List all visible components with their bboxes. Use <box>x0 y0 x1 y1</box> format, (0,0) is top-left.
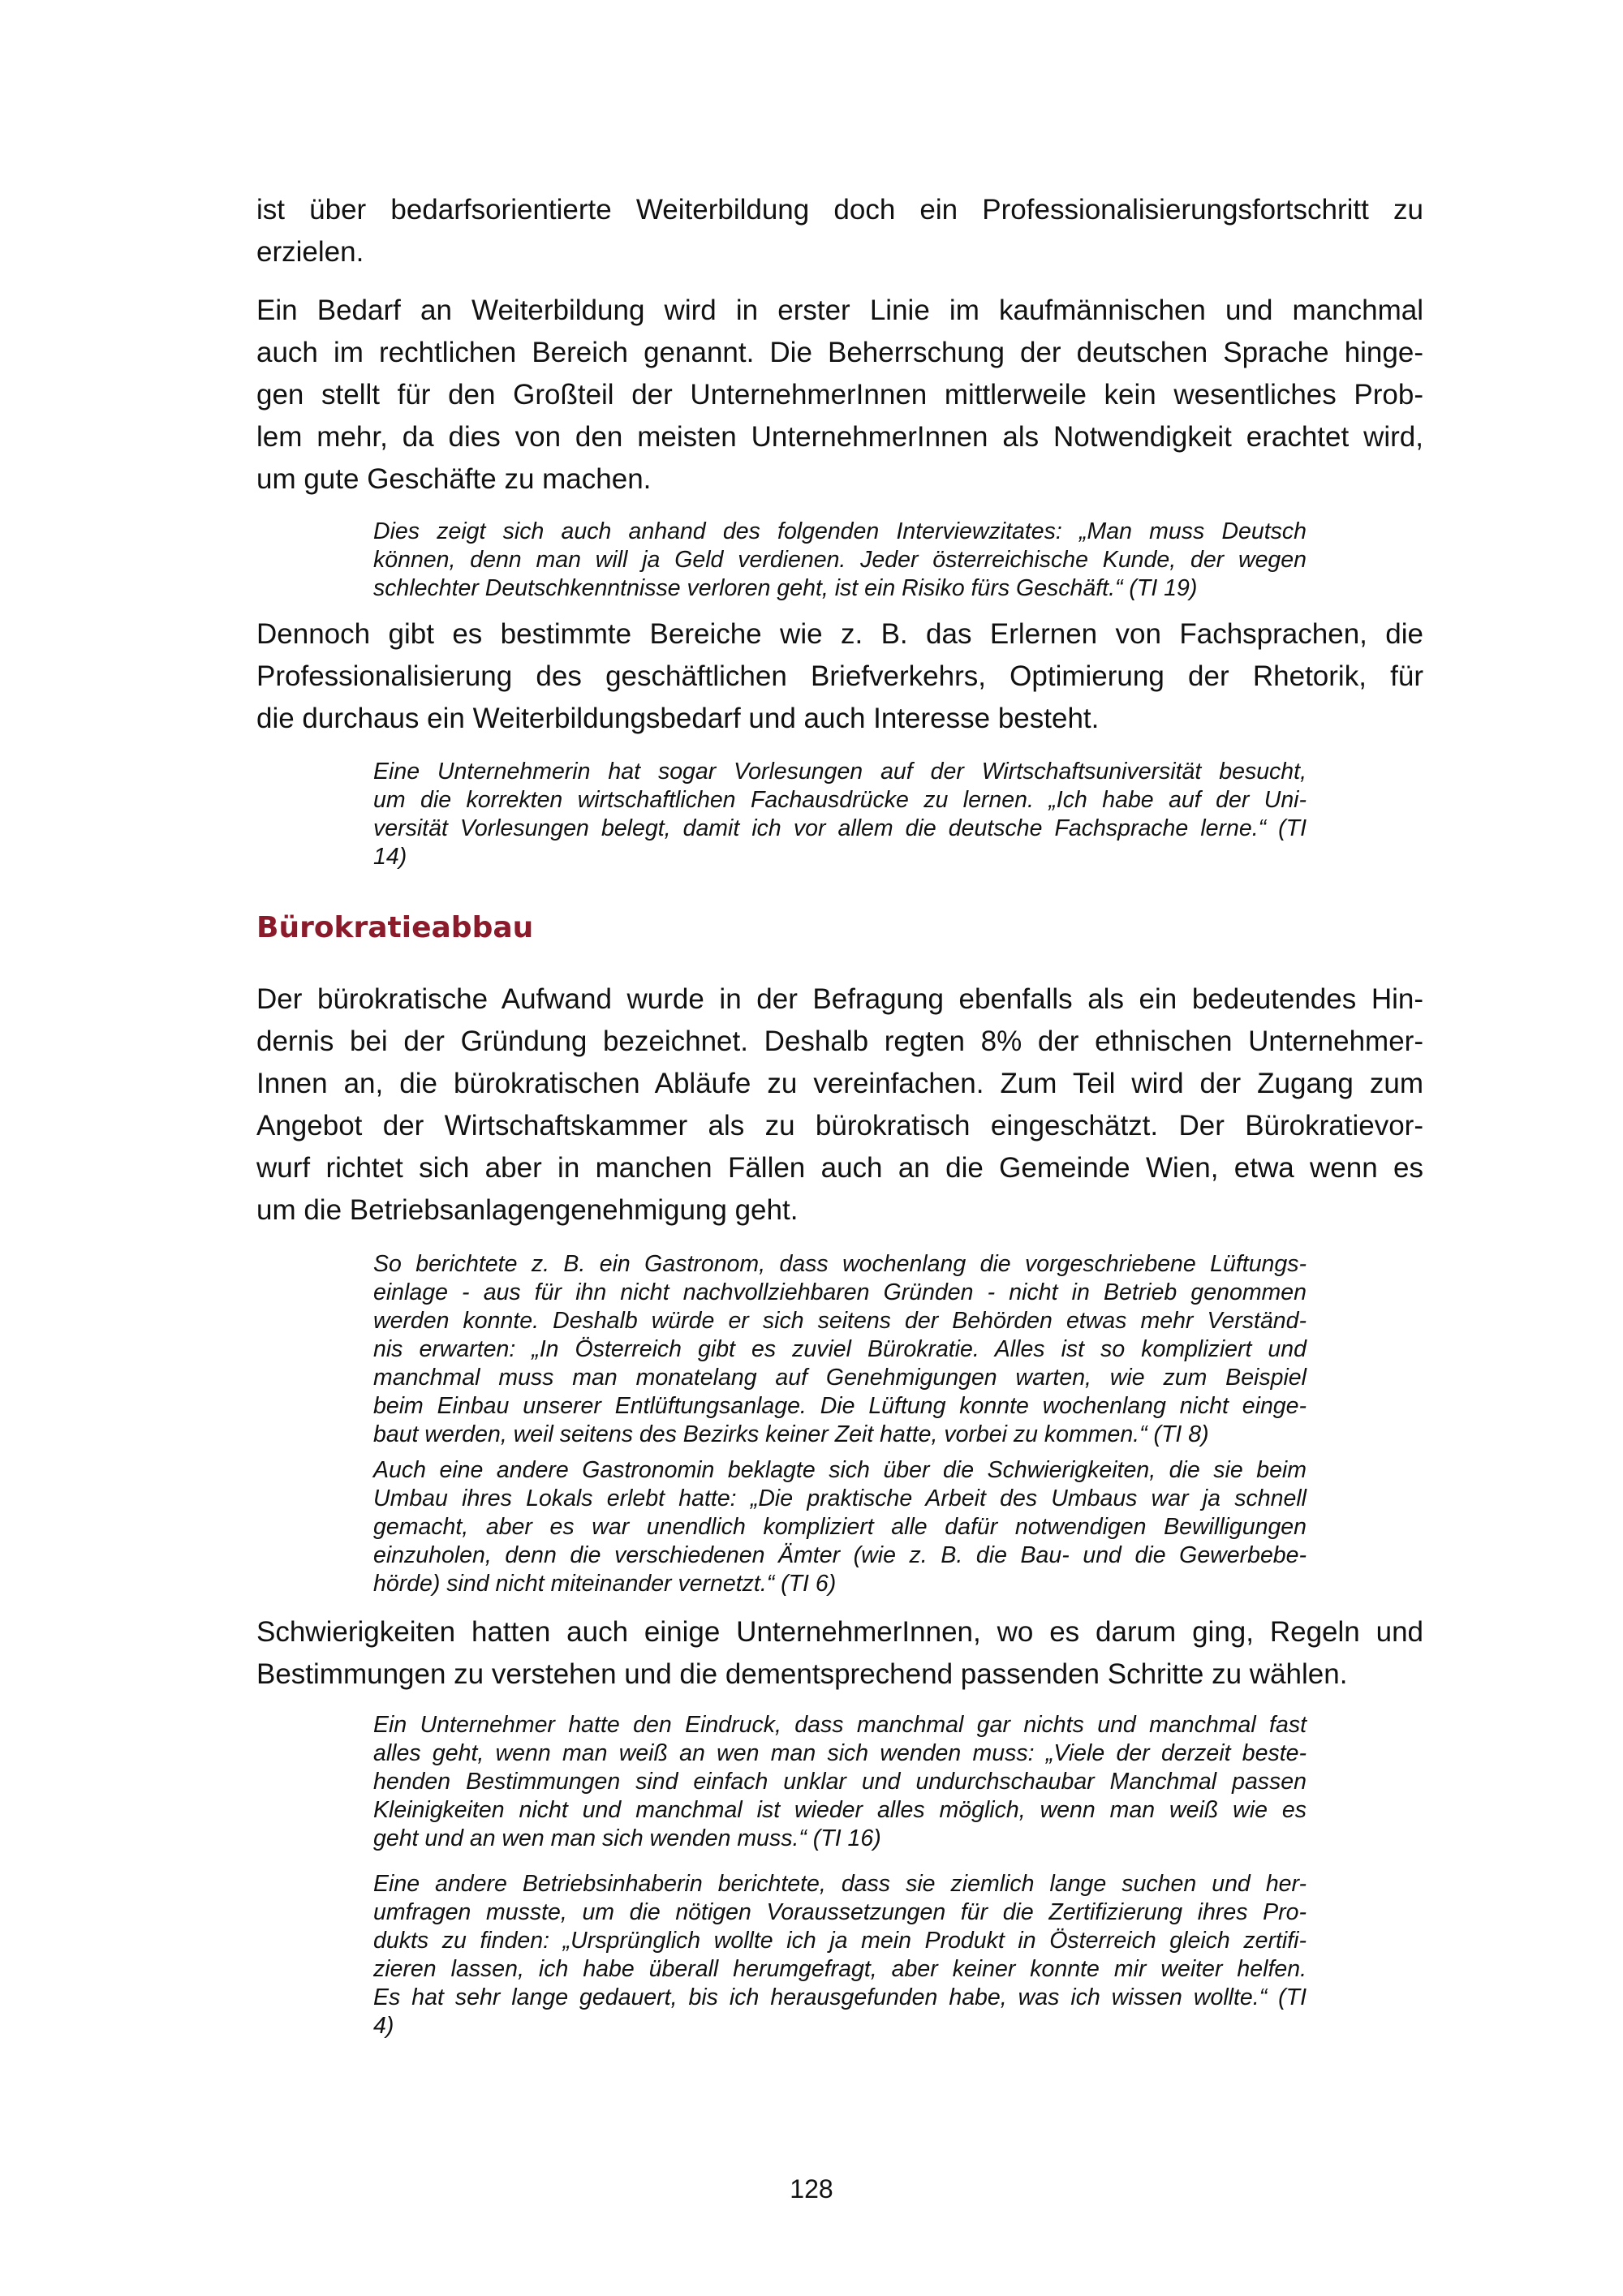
quote-line: werden konnte. Deshalb würde er sich seitens der Behörden etwas mehr Verständ- <box>373 1308 1307 1334</box>
text-line: um die Betriebsanlagengenehmigung geht. <box>256 1194 799 1226</box>
text-line: lem mehr, da dies von den meisten UnternehmerInnen als Notwendigkeit erachtet wird, <box>256 421 1423 453</box>
paragraph-buerokratie <box>256 978 1423 1232</box>
quote-line: können, denn man will ja Geld verdienen. Jeder österreichische Kunde, der wegen <box>373 547 1307 573</box>
section-heading-buerokratieabbau: Bürokratieabbau <box>256 911 534 944</box>
text-line: auch im rechtlichen Bereich genannt. Die Beherrschung der deutschen Sprache hinge- <box>256 337 1423 368</box>
paragraph-weiterbildung-intro <box>256 189 1423 273</box>
quote-line: schlechter Deutschkenntnisse verloren geht, ist ein Risiko fürs Geschäft.“ (TI 19) <box>373 575 1198 601</box>
quote-line: manchmal muss man monatelang auf Genehmigungen warten, wie zum Beispiel <box>373 1365 1307 1391</box>
interview-quote-ti14 <box>373 758 1307 871</box>
text-line: Bestimmungen zu verstehen und die dementsprechend passenden Schritte zu wählen. <box>256 1658 1348 1690</box>
quote-line: 4) <box>373 2013 394 2039</box>
quote-line: einzuholen, denn die verschiedenen Ämter (wie z. B. die Bau- und die Gewerbebe- <box>373 1542 1307 1568</box>
paragraph-regeln-bestimmungen <box>256 1611 1423 1696</box>
quote-line: henden Bestimmungen sind einfach unklar und undurchschaubar Manchmal passen <box>373 1769 1307 1795</box>
quote-line: baut werden, weil seitens des Bezirks keiner Zeit hatte, vorbei zu kommen.“ (TI 8) <box>373 1421 1209 1447</box>
text-line: die durchaus ein Weiterbildungsbedarf und auch Interesse besteht. <box>256 703 1100 734</box>
quote-line: gemacht, aber es war unendlich kompliziert alle dafür notwendigen Bewilligungen <box>373 1514 1307 1540</box>
quote-line: um die korrekten wirtschaftlichen Fachausdrücke zu lernen. „Ich habe auf der Uni- <box>373 787 1307 813</box>
quote-line: alles geht, wenn man weiß an wen man sich wenden muss: „Viele der derzeit beste- <box>373 1740 1307 1766</box>
text-line: wurf richtet sich aber in manchen Fällen auch an die Gemeinde Wien, etwa wenn es <box>256 1152 1423 1184</box>
quote-line: So berichtete z. B. ein Gastronom, dass wochenlang die vorgeschriebene Lüftungs- <box>373 1251 1307 1277</box>
text-line: Professionalisierung des geschäftlichen Briefverkehrs, Optimierung der Rhetorik, für <box>256 660 1423 692</box>
quote-line: beim Einbau unserer Entlüftungsanlage. Die Lüftung konnte wochenlang nicht einge- <box>373 1393 1307 1419</box>
quote-line: 14) <box>373 844 407 870</box>
quote-line: zieren lassen, ich habe überall herumgefragt, aber keiner konnte mir weiter helfen. <box>373 1956 1307 1982</box>
quote-line: Es hat sehr lange gedauert, bis ich herausgefunden habe, was ich wissen wollte.“ (TI <box>373 1984 1307 2010</box>
text-line: Schwierigkeiten hatten auch einige UnternehmerInnen, wo es darum ging, Regeln und <box>256 1616 1423 1648</box>
text-line: Der bürokratische Aufwand wurde in der Befragung ebenfalls als ein bedeutendes Hin- <box>256 983 1423 1015</box>
quote-line: Eine andere Betriebsinhaberin berichtete, dass sie ziemlich lange suchen und her- <box>373 1871 1307 1897</box>
text-line: Angebot der Wirtschaftskammer als zu bürokratisch eingeschätzt. Der Bürokratievor- <box>256 1110 1423 1142</box>
text-line: Dennoch gibt es bestimmte Bereiche wie z. B. das Erlernen von Fachsprachen, die <box>256 618 1423 650</box>
quote-line: geht und an wen man sich wenden muss.“ (TI 16) <box>373 1825 881 1851</box>
page-number: 128 <box>790 2174 833 2204</box>
quote-line: Ein Unternehmer hatte den Eindruck, dass manchmal gar nichts und manchmal fast <box>373 1712 1307 1738</box>
text-line: Innen an, die bürokratischen Abläufe zu vereinfachen. Zum Teil wird der Zugang zum <box>256 1068 1423 1099</box>
text-line: dernis bei der Gründung bezeichnet. Deshalb regten 8% der ethnischen Unternehmer- <box>256 1025 1423 1057</box>
text-line: ist über bedarfsorientierte Weiterbildung doch ein Professionalisierungsfortschritt zu <box>256 194 1423 226</box>
interview-quote-ti16 <box>373 1711 1307 1853</box>
quote-line: nis erwarten: „In Österreich gibt es zuviel Bürokratie. Alles ist so kompliziert und <box>373 1336 1307 1362</box>
text-line: erzielen. <box>256 236 364 268</box>
quote-line: umfragen musste, um die nötigen Voraussetzungen für die Zertifizierung ihres Pro- <box>373 1899 1307 1925</box>
text-line: Ein Bedarf an Weiterbildung wird in erster Linie im kaufmännischen und manchmal <box>256 295 1423 326</box>
quote-line: Kleinigkeiten nicht und manchmal ist wieder alles möglich, wenn man weiß wie es <box>373 1797 1307 1823</box>
interview-quote-ti4 <box>373 1870 1307 2040</box>
interview-quote-ti19 <box>373 518 1307 603</box>
quote-line: dukts zu finden: „Ursprünglich wollte ich ja mein Produkt in Österreich gleich zertifi- <box>373 1928 1307 1954</box>
quote-line: Auch eine andere Gastronomin beklagte sich über die Schwierigkeiten, die sie beim <box>373 1457 1307 1483</box>
interview-quote-ti8 <box>373 1250 1307 1449</box>
paragraph-weiterbildung-bedarf <box>256 290 1423 501</box>
quote-line: Umbau ihres Lokals erlebt hatte: „Die praktische Arbeit des Umbaus war ja schnell <box>373 1486 1307 1511</box>
quote-line: einlage - aus für ihn nicht nachvollziehbaren Gründen - nicht in Betrieb genommen <box>373 1279 1307 1305</box>
text-line: um gute Geschäfte zu machen. <box>256 463 652 495</box>
paragraph-fachsprachen <box>256 613 1423 740</box>
quote-line: versität Vorlesungen belegt, damit ich vor allem die deutsche Fachsprache lerne.“ (TI <box>373 815 1307 841</box>
quote-line: Eine Unternehmerin hat sogar Vorlesungen auf der Wirtschaftsuniversität besucht, <box>373 759 1307 785</box>
quote-line: Dies zeigt sich auch anhand des folgenden Interviewzitates: „Man muss Deutsch <box>373 518 1307 544</box>
quote-line: hörde) sind nicht miteinander vernetzt.“ (TI 6) <box>373 1571 837 1597</box>
text-line: gen stellt für den Großteil der UnternehmerInnen mittlerweile kein wesentliches Prob- <box>256 379 1423 411</box>
interview-quote-ti6 <box>373 1456 1307 1598</box>
